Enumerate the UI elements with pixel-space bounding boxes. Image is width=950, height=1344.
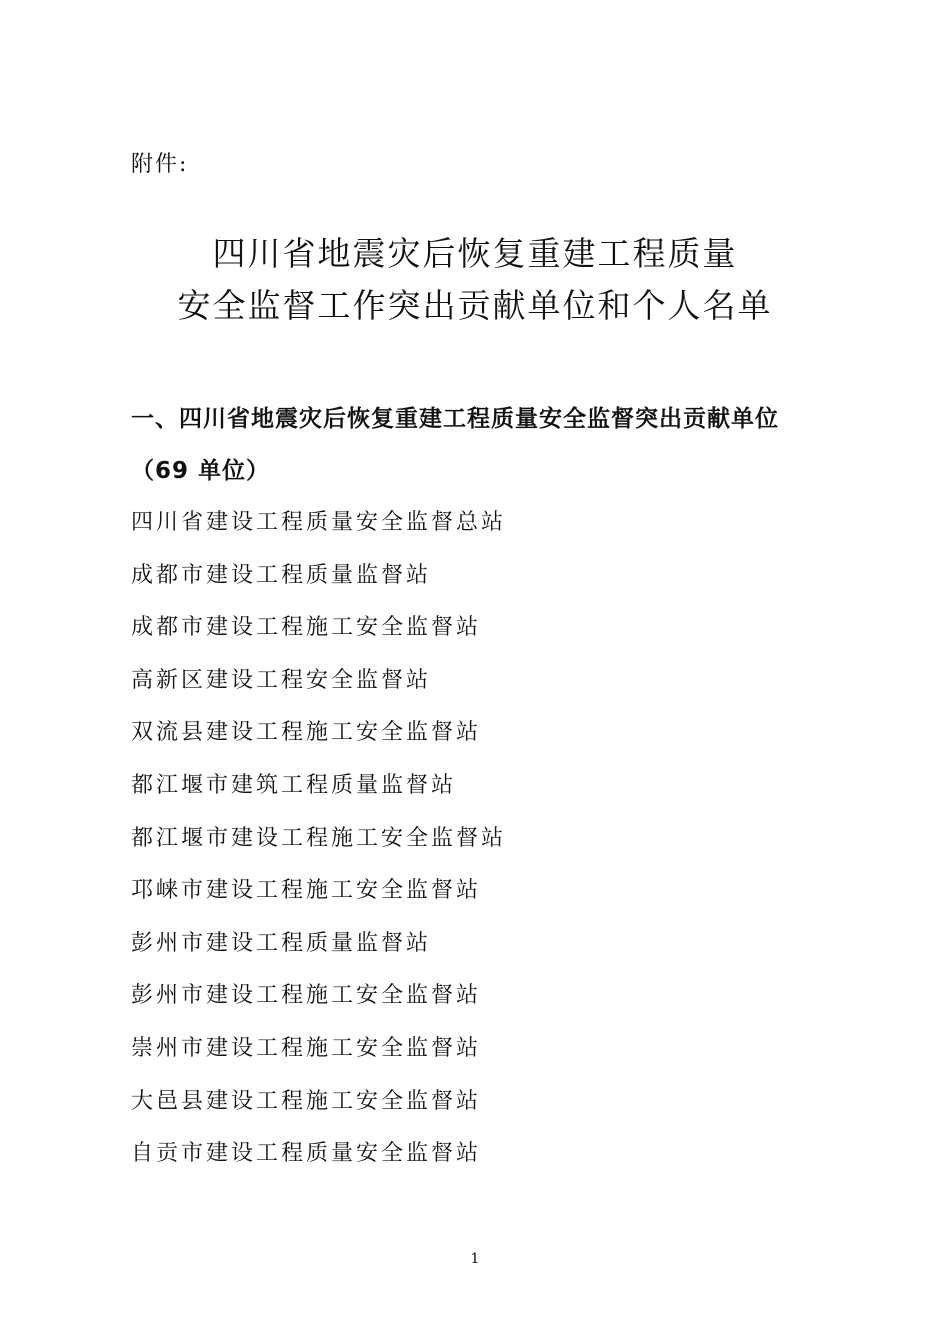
list-item: 崇州市建设工程施工安全监督站 bbox=[131, 1035, 482, 1061]
list-item: 都江堰市建设工程施工安全监督站 bbox=[131, 825, 507, 851]
list-item: 四川省建设工程质量安全监督总站 bbox=[131, 510, 507, 535]
list-item: 成都市建设工程施工安全监督站 bbox=[131, 615, 482, 641]
list-item: 都江堰市建筑工程质量监督站 bbox=[131, 772, 457, 798]
title-line-1: 四川省地震灾后恢复重建工程质量 bbox=[212, 234, 738, 273]
list-item: 彭州市建设工程施工安全监督站 bbox=[131, 983, 482, 1009]
list-item: 大邑县建设工程施工安全监督站 bbox=[131, 1088, 482, 1114]
list-item: 邛崃市建设工程施工安全监督站 bbox=[131, 878, 482, 904]
list-item: 双流县建设工程施工安全监督站 bbox=[131, 720, 482, 746]
list-item: 成都市建设工程质量监督站 bbox=[131, 562, 432, 588]
attachment-label: 附件: bbox=[131, 152, 189, 177]
page-number: 1 bbox=[470, 1251, 480, 1267]
title-line-2: 安全监督工作突出贡献单位和个人名单 bbox=[177, 286, 773, 325]
section-heading-line-1: 一、四川省地震灾后恢复重建工程质量安全监督突出贡献单位 bbox=[131, 406, 779, 432]
section-heading-line-2: （69 单位） bbox=[131, 458, 271, 484]
unit-list bbox=[131, 497, 506, 1181]
list-item: 彭州市建设工程质量监督站 bbox=[131, 930, 432, 956]
section-heading bbox=[131, 393, 851, 497]
list-item: 自贡市建设工程质量安全监督站 bbox=[131, 1141, 482, 1167]
document-title bbox=[0, 228, 950, 332]
list-item: 高新区建设工程安全监督站 bbox=[131, 667, 432, 693]
